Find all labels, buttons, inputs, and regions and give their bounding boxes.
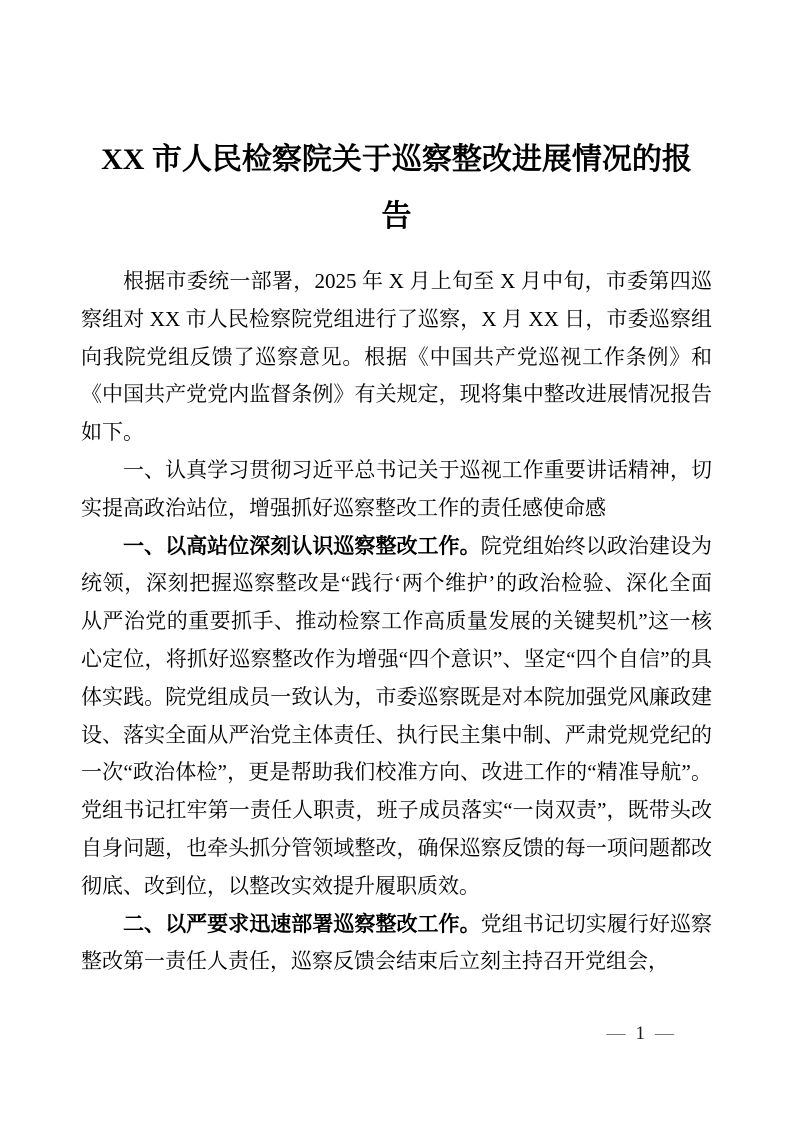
body-text-run: 党组书记切实履行好巡察整改第一责任人责任，巡察反馈会结束后立刻主持召开党组会， <box>81 911 713 974</box>
page-number-left-dash: — <box>606 1023 626 1044</box>
body-text-run: 根据市委统一部署，2025 年 X 月上旬至 X 月中旬，市委第四巡察组对 XX 市人民检察院党组进行了巡察，X 月 XX 日，市委巡察组向我院党组反馈了巡察意见。根据《中国共产党巡视工作条例》和《中国共产党党内监督条例》有关规定，现将集中整改进展情况报告如下。 <box>81 269 712 445</box>
page-number-right-dash: — <box>655 1023 674 1044</box>
paragraph-2 <box>81 452 712 528</box>
document-content <box>81 131 712 981</box>
paragraph-1 <box>81 263 712 452</box>
page-number-value: 1 <box>635 1023 645 1044</box>
document-title: XX 市人民检察院关于巡察整改进展情况的报告 <box>101 143 692 233</box>
section-heading-run: 二、以严要求迅速部署巡察整改工作。 <box>123 912 481 936</box>
section-heading-run: 一、以高站位深刻认识巡察整改工作。 <box>123 534 481 558</box>
body-text-run: 一、认真学习贯彻习近平总书记关于巡视工作重要讲话精神，切实提高政治站位，增强抓好巡察整改工作的责任感使命感 <box>81 457 712 520</box>
document-body <box>81 263 712 981</box>
page-number <box>605 1024 677 1043</box>
body-text-run: 院党组始终以政治建设为统领，深刻把握巡察整改是“践行‘两个维护’的政治检验、深化全面从严治党的重要抓手、推动检察工作高质量发展的关键契机”这一核心定位，将抓好巡察整改作为增强“四个意识”、坚定“四个自信”的具体实践。院党组成员一致认为，市委巡察既是对本院加强党风廉政建设、落实全面从严治党主体责任、执行民主集中制、严肃党规党纪的一次“政治体检”，更是帮助我们校准方向、改进工作的“精准导航”。党组书记扛牢第一责任人职责，班子成员落实“一岗双责”，既带头改自身问题，也牵头抓分管领域整改，确保巡察反馈的每一项问题都改彻底、改到位，以整改实效提升履职质效。 <box>81 533 713 898</box>
paragraph-4 <box>81 906 712 982</box>
paragraph-3 <box>81 528 712 906</box>
